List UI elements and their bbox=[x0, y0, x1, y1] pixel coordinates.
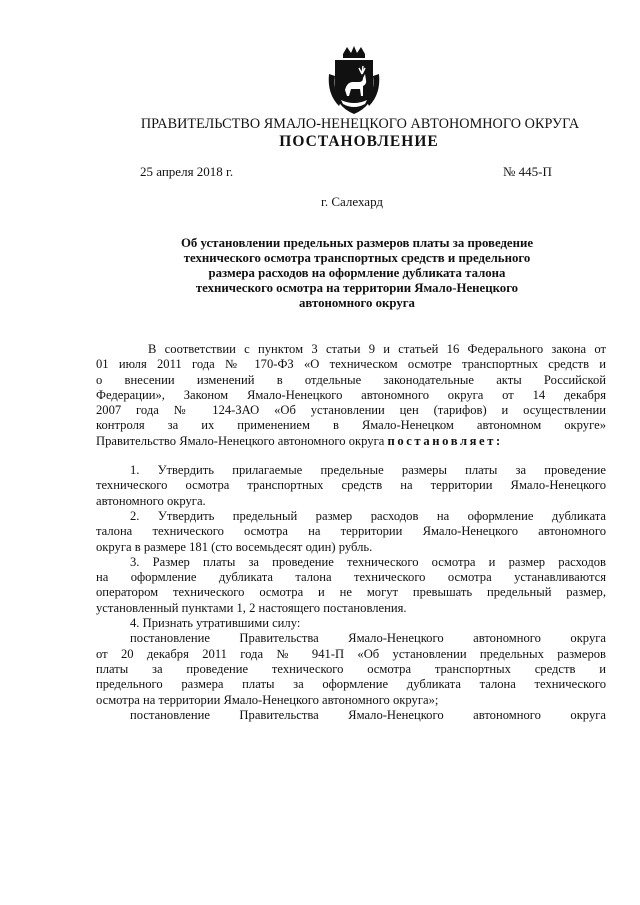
item-line: оператором технического осмотра и не могут превышать предельный размер, bbox=[96, 585, 606, 600]
document-date: 25 апреля 2018 г. bbox=[140, 164, 234, 179]
preamble-line: контроля за их применением в Ямало-Ненецком автономном округе» bbox=[96, 418, 606, 433]
item-line: автономного округа. bbox=[96, 493, 206, 508]
subject-line: технического осмотра на территории Ямало-Ненецкого bbox=[195, 281, 519, 295]
item-line: от 20 декабря 2011 года № 941-П «Об установлении предельных размеров bbox=[96, 646, 606, 661]
item-line: платы за проведение технического осмотра транспортных средств и bbox=[96, 661, 606, 676]
item-line: 4. Признать утратившими силу: bbox=[130, 616, 301, 631]
preamble-line: В соответствии с пунктом 3 статьи 9 и статьей 16 Федерального закона от bbox=[148, 342, 606, 356]
item-line: 2. Утвердить предельный размер расходов на оформление дубликата bbox=[130, 508, 606, 523]
document-number: № 445-П bbox=[503, 164, 552, 179]
item-line: установленный пунктами 1, 2 настоящего постановления. bbox=[96, 600, 407, 615]
item-line: 1. Утвердить прилагаемые предельные размеры платы за проведение bbox=[130, 463, 606, 478]
subject-line: Об установлении предельных размеров платы за проведение bbox=[180, 236, 534, 250]
item-line: талона технического осмотра на территории Ямало-Ненецкого автономного bbox=[96, 524, 606, 539]
item-line: 3. Размер платы за проведение технического осмотра и размер расходов bbox=[130, 554, 606, 569]
preamble-line bbox=[96, 434, 606, 449]
preamble-line: о внесении изменений в отдельные законодательные акты Российской bbox=[96, 372, 606, 387]
preamble-last: Правительство Ямало-Ненецкого автономного округа bbox=[96, 433, 385, 448]
item-line: осмотра на территории Ямало-Ненецкого автономного округа»; bbox=[96, 692, 439, 707]
item-line: на оформление дубликата талона технического осмотра устанавливаются bbox=[96, 570, 606, 585]
item-line: постановление Правительства Ямало-Ненецкого автономного округа bbox=[130, 707, 606, 722]
document-city: г. Салехард bbox=[320, 194, 384, 209]
item-line: технического осмотра транспортных средств на территории Ямало-Ненецкого bbox=[96, 478, 606, 493]
subject-line: автономного округа bbox=[299, 296, 415, 310]
decree-word: постановляет: bbox=[387, 433, 503, 448]
item-line: постановление Правительства Ямало-Ненецкого автономного округа bbox=[130, 631, 606, 646]
preamble-line: 2007 года № 124-ЗАО «Об установлении цен (тарифов) и осуществлении bbox=[96, 403, 606, 418]
preamble-line: Федерации», Законом Ямало-Ненецкого автономного округа от 14 декабря bbox=[96, 387, 606, 402]
item-line: округа в размере 181 (сто восемьдесят один) рубль. bbox=[96, 539, 373, 554]
government-name: ПРАВИТЕЛЬСТВО ЯМАЛО-НЕНЕЦКОГО АВТОНОМНОГО ОКРУГА bbox=[140, 116, 580, 132]
document-subject bbox=[130, 236, 584, 311]
subject-line: размера расходов на оформление дубликата талона bbox=[208, 266, 506, 280]
subject-line: технического осмотра транспортных средств и предельного bbox=[183, 251, 531, 265]
preamble-line: 01 июля 2011 года № 170-ФЗ «О техническом осмотре транспортных средств и bbox=[96, 357, 606, 372]
item-line: предельного размера платы за оформление дубликата талона технического bbox=[96, 677, 606, 692]
document-body bbox=[96, 342, 606, 723]
coat-of-arms-icon bbox=[325, 44, 383, 116]
document-type: ПОСТАНОВЛЕНИЕ bbox=[279, 133, 439, 150]
